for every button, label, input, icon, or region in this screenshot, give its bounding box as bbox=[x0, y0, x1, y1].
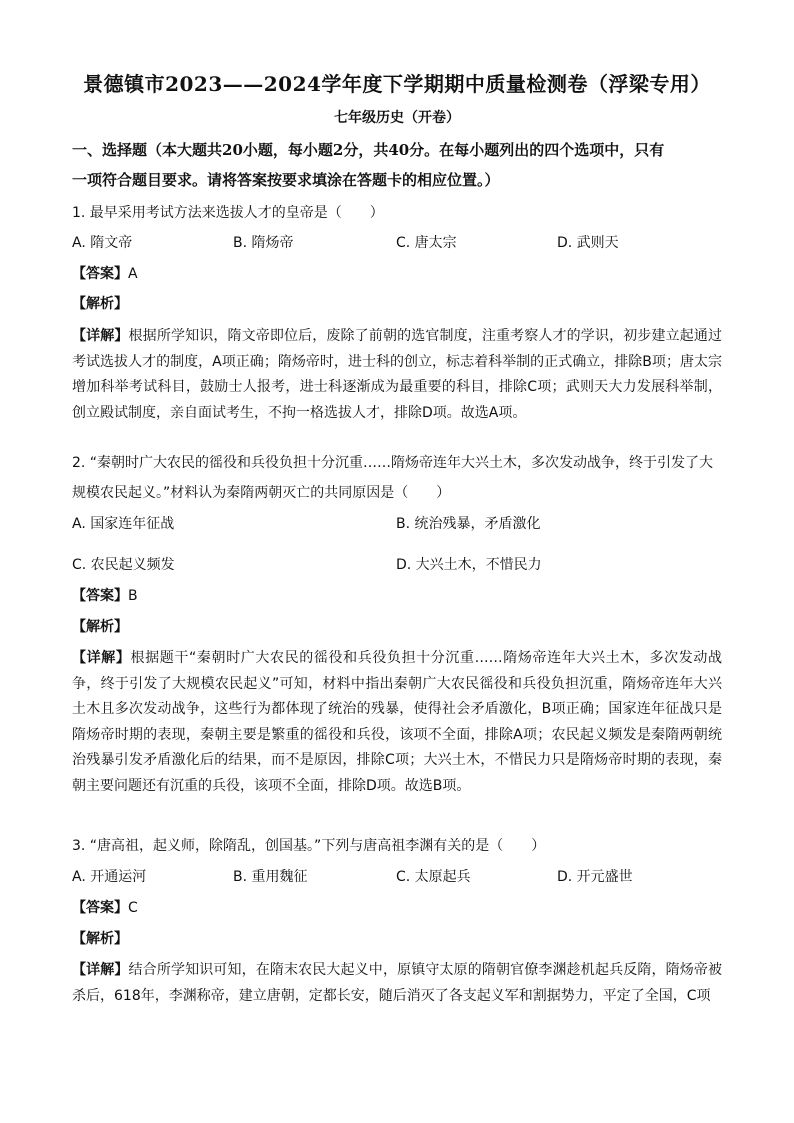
question-1-analysis-label bbox=[72, 294, 727, 314]
detail-label: 【详解】 bbox=[72, 328, 129, 344]
question-3-stem: 3. “唐高祖，起义师，除隋乱，创国基。”下列与唐高祖李渊有关的是（ ） bbox=[72, 838, 546, 854]
question-3-option-b: B. 重用魏征 bbox=[233, 869, 308, 885]
question-2-analysis-label bbox=[72, 617, 727, 637]
question-1-detail bbox=[72, 324, 722, 426]
question-3-option-d: D. 开元盛世 bbox=[557, 869, 633, 885]
question-1-option-a: A. 隋文帝 bbox=[72, 235, 133, 251]
question-3-option-c: C. 太原起兵 bbox=[396, 869, 471, 885]
section-heading-line-2: 一项符合题目要求。请将答案按要求填涂在答题卡的相应位置。） bbox=[72, 171, 500, 189]
answer-value: C bbox=[128, 900, 138, 916]
question-3-analysis-label bbox=[72, 929, 727, 949]
analysis-label: 【解析】 bbox=[72, 296, 128, 312]
question-1-option-b: B. 隋炀帝 bbox=[233, 235, 294, 251]
analysis-label: 【解析】 bbox=[72, 619, 128, 635]
question-3-answer bbox=[72, 898, 727, 918]
answer-value: A bbox=[128, 266, 138, 282]
question-2-option-c: C. 农民起义频发 bbox=[72, 557, 175, 573]
question-2-option-d: D. 大兴土木，不惜民力 bbox=[396, 557, 542, 573]
question-2-stem-line-1: 2. “秦朝时广大农民的徭役和兵役负担十分沉重……隋炀帝连年大兴土木，多次发动战争，终于引发了大 bbox=[72, 455, 714, 471]
answer-label: 【答案】 bbox=[72, 588, 128, 604]
detail-text: 根据题干“秦朝时广大农民的徭役和兵役负担十分沉重……隋炀帝连年大兴土木，多次发动战争，终于引发了大规模农民起义”可知，材料中指出秦朝广大农民徭役和兵役负担沉重，隋炀帝连年大兴土木且多次发动战争，这些行为都体现了统治的残暴，使得社会矛盾激化，B项正确；国家连年征战只是隋炀帝时期的表现，秦朝主要是繁重的徭役和兵役，该项不全面，排除A项；农民起义频发是秦隋两朝统治残暴引发矛盾激化后的结果，而不是原因，排除C项；大兴土木，不惜民力只是隋炀帝时期的表现，秦朝主要问题还有沉重的兵役，该项不全面，排除D项。故选B项。 bbox=[72, 650, 722, 794]
answer-label: 【答案】 bbox=[72, 266, 128, 282]
detail-text: 根据所学知识，隋文帝即位后，废除了前朝的选官制度，注重考察人才的学识，初步建立起通过考试选拔人才的制度，A项正确；隋炀帝时，进士科的创立，标志着科举制的正式确立，排除B项；唐太宗增加科举考试科目，鼓励士人报考，进士科逐渐成为最重要的科目，排除C项；武则天大力发展科举制，创立殿试制度，亲自面试考生，不拘一格选拔人才，排除D项。故选A项。 bbox=[72, 328, 723, 421]
question-2-option-b: B. 统治残暴，矛盾激化 bbox=[396, 516, 541, 532]
detail-label: 【详解】 bbox=[72, 962, 129, 978]
question-2-stem-line-2: 规模农民起义。”材料认为秦隋两朝灭亡的共同原因是（ ） bbox=[72, 485, 451, 501]
question-2-option-a: A. 国家连年征战 bbox=[72, 516, 175, 532]
section-heading-line-1: 一、选择题（本大题共20小题，每小题2分，共40分。在每小题列出的四个选项中，只有 bbox=[72, 141, 665, 159]
detail-text: 结合所学知识可知，在隋末农民大起义中，原镇守太原的隋朝官僚李渊趁机起兵反隋，隋炀帝被杀后，618年，李渊称帝，建立唐朝，定都长安，随后消灭了各支起义军和割据势力，平定了全国，C项 bbox=[72, 962, 723, 1004]
answer-value: B bbox=[128, 588, 138, 604]
page-subtitle: 七年级历史（开卷） bbox=[334, 110, 460, 126]
question-1-option-d: D. 武则天 bbox=[557, 235, 619, 251]
question-1-stem: 1. 最早采用考试方法来选拔人才的皇帝是（ ） bbox=[72, 205, 384, 221]
analysis-label: 【解析】 bbox=[72, 931, 128, 947]
detail-label: 【详解】 bbox=[72, 650, 131, 666]
question-2-detail bbox=[72, 646, 722, 799]
question-1-option-c: C. 唐太宗 bbox=[396, 235, 457, 251]
question-3-option-a: A. 开通运河 bbox=[72, 869, 147, 885]
question-1-answer bbox=[72, 264, 727, 284]
question-2-answer bbox=[72, 586, 727, 606]
page-title: 景德镇市2023——2024学年度下学期期中质量检测卷（浮梁专用） bbox=[83, 72, 711, 96]
answer-label: 【答案】 bbox=[72, 900, 128, 916]
question-3-detail bbox=[72, 958, 722, 1009]
